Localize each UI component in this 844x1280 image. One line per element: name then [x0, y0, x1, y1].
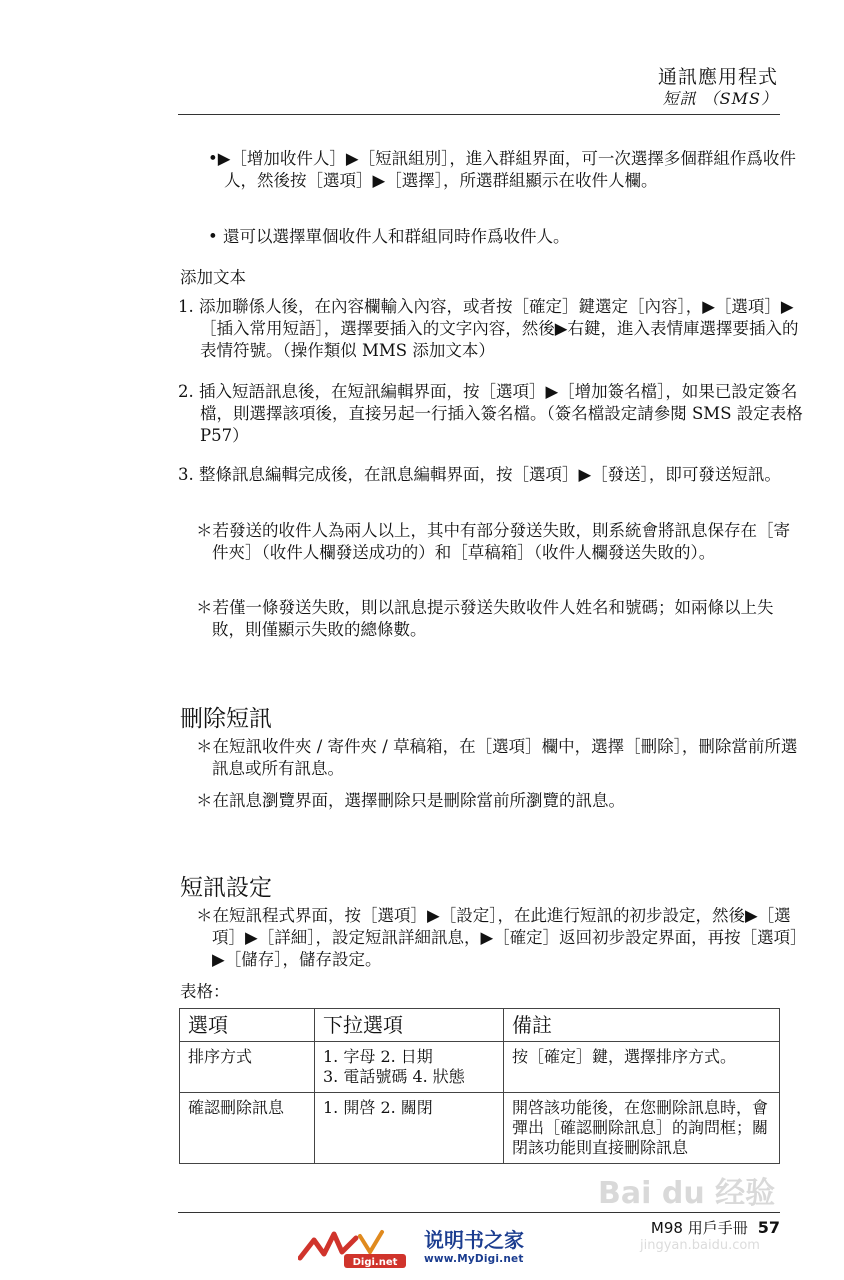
section-heading: 短訊設定 [180, 875, 272, 901]
section-subheading: 添加文本 [180, 268, 246, 287]
svg-text:Digi.net: Digi.net [352, 1257, 398, 1268]
table-cell: 1. 開啓 2. 關閉 [315, 1093, 504, 1164]
logo-url: www.MyDigi.net [424, 1253, 524, 1265]
numbered-step: 2. 插入短語訊息後，在短訊編輯界面，按［選項］▶［增加簽名檔］，如果已設定簽名檔，則選擇該項後，直接另起一行插入簽名檔。（簽名檔設定請參閱 SMS 設定表格 P57） [178, 382, 803, 445]
header-title: 通訊應用程式 [657, 66, 778, 88]
note-item: ＊在訊息瀏覽界面，選擇刪除只是刪除當前所瀏覽的訊息。 [196, 791, 625, 810]
table-row [180, 1042, 780, 1093]
watermark-url: jingyan.baidu.com [640, 1238, 760, 1253]
footer [651, 1217, 780, 1238]
bullet-item: •▶［增加收件人］▶［短訊組別］，進入群組界面，可一次選擇多個群組作爲收件人，然後按［選項］▶［選擇］，所選群組顯示在收件人欄。 [208, 149, 796, 190]
settings-table [179, 1008, 780, 1164]
header-subtitle: 短訊 （SMS） [662, 89, 778, 108]
table-cell: 1. 字母 2. 日期 3. 電話號碼 4. 狀態 [315, 1042, 504, 1093]
mydigi-logo [298, 1224, 410, 1270]
logo-text [424, 1224, 524, 1265]
section-heading: 刪除短訊 [180, 706, 272, 732]
table-cell: 開啓該功能後，在您刪除訊息時，會彈出［確認刪除訊息］的詢問框；關閉該功能則直接刪除訊息 [504, 1093, 780, 1164]
table-row [180, 1093, 780, 1164]
bullet-item: • 還可以選擇單個收件人和群組同時作爲收件人。 [208, 227, 570, 246]
table-header-cell: 選項 [180, 1009, 315, 1042]
logo-brand: 说明书之家 [424, 1228, 524, 1252]
manual-title: M98 用戶手冊 [650, 1219, 748, 1237]
table-header-cell: 下拉選項 [315, 1009, 504, 1042]
note-item: ＊若發送的收件人為兩人以上，其中有部分發送失敗，則系統會將訊息保存在［寄件夾］（收件人欄發送成功的）和［草稿箱］（收件人欄發送失敗的）。 [196, 521, 790, 562]
note-item: ＊若僅一條發送失敗，則以訊息提示發送失敗收件人姓名和號碼；如兩條以上失敗，則僅顯示失敗的總條數。 [196, 598, 774, 639]
note-item: ＊在短訊程式界面，按［選項］▶［設定］，在此進行短訊的初步設定，然後▶［選項］▶［詳細］，設定短訊詳細訊息，▶［確定］返回初步設定界面，再按［選項］▶［儲存］，儲存設定。 [196, 906, 799, 969]
watermark: Bai du 经验 [598, 1176, 776, 1211]
table-header-row [180, 1009, 780, 1042]
page-number: 57 [757, 1218, 780, 1237]
table-cell: 確認刪除訊息 [180, 1093, 315, 1164]
footer-rule [178, 1212, 780, 1213]
table-cell: 按［確定］鍵，選擇排序方式。 [504, 1042, 780, 1093]
header-rule [178, 114, 780, 115]
numbered-step: 1. 添加聯係人後，在內容欄輸入內容，或者按［確定］鍵選定［內容］，▶［選項］▶［插入常用短語］，選擇要插入的文字內容，然後▶右鍵，進入表情庫選擇要插入的表情符號。（操作類似 MMS 添加文本） [178, 297, 799, 360]
numbered-step: 3. 整條訊息編輯完成後，在訊息編輯界面，按［選項］▶［發送］，即可發送短訊。 [178, 465, 781, 484]
table-header-cell: 備註 [504, 1009, 780, 1042]
note-item: ＊在短訊收件夾 / 寄件夾 / 草稿箱，在［選項］欄中，選擇［刪除］，刪除當前所選訊息或所有訊息。 [196, 737, 798, 778]
table-label: 表格： [180, 982, 230, 1001]
table-cell: 排序方式 [180, 1042, 315, 1093]
